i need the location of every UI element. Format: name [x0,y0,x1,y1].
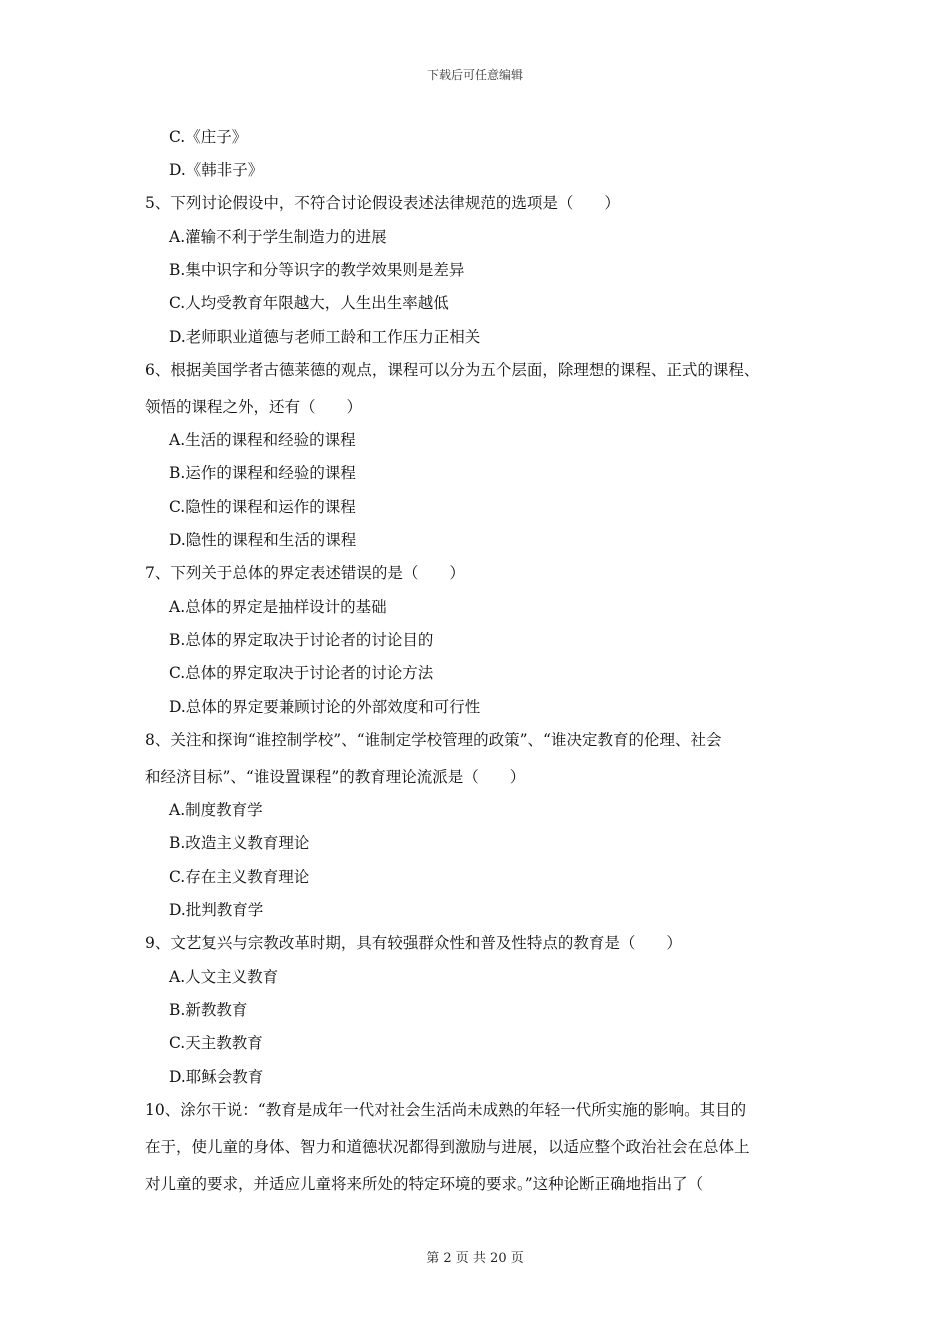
option-line: A.总体的界定是抽样设计的基础 [169,598,387,616]
option-line: D.《韩非子》 [169,161,264,179]
page-header: 下载后可任意编辑 [426,68,523,82]
option-line: C.隐性的课程和运作的课程 [169,498,356,516]
question-line: 5、下列讨论假设中，不符合讨论假设表述法律规范的选项是（ ） [145,194,620,212]
option-line: D.批判教育学 [169,901,264,919]
option-line: A.人文主义教育 [169,968,279,986]
option-line: B.运作的课程和经验的课程 [169,464,356,482]
option-line: C.《庄子》 [169,128,248,146]
question-line: 6、根据美国学者古德莱德的观点，课程可以分为五个层面，除理想的课程、正式的课程、 [145,361,760,379]
option-line: D.隐性的课程和生活的课程 [169,531,357,549]
page-footer: 第 2 页 共 20 页 [426,1251,524,1266]
question-continuation: 领悟的课程之外，还有（ ） [145,398,363,416]
question-line: 9、文艺复兴与宗教改革时期，具有较强群众性和普及性特点的教育是（ ） [145,934,682,952]
question-line: 10、涂尔干说：“教育是成年一代对社会生活尚未成熟的年轻一代所实施的影响。其目的 [145,1101,747,1119]
option-line: C.人均受教育年限越大，人生出生率越低 [169,294,449,312]
option-line: A.灌输不利于学生制造力的进展 [169,228,387,246]
question-continuation: 在于，使儿童的身体、智力和道德状况都得到激励与进展，以适应整个政治社会在总体上 [145,1138,750,1156]
option-line: B.新教教育 [169,1001,248,1019]
option-line: A.制度教育学 [169,801,263,819]
option-line: A.生活的课程和经验的课程 [169,431,356,449]
option-line: C.存在主义教育理论 [169,868,310,886]
option-line: B.集中识字和分等识字的教学效果则是差异 [169,261,465,279]
option-line: C.总体的界定取决于讨论者的讨论方法 [169,664,434,682]
question-line: 7、下列关于总体的界定表述错误的是（ ） [145,564,465,582]
option-line: C.天主教教育 [169,1034,263,1052]
question-line: 8、关注和探询“谁控制学校”、“谁制定学校管理的政策”、“谁决定教育的伦理、社会 [145,731,722,749]
question-continuation: 对儿童的要求，并适应儿童将来所处的特定环境的要求。”这种论断正确地指出了（ [145,1175,704,1193]
option-line: D.耶稣会教育 [169,1068,264,1086]
option-line: B.总体的界定取决于讨论者的讨论目的 [169,631,434,649]
option-line: D.老师职业道德与老师工龄和工作压力正相关 [169,328,481,346]
option-line: D.总体的界定要兼顾讨论的外部效度和可行性 [169,698,481,716]
question-continuation: 和经济目标”、“谁设置课程”的教育理论流派是（ ） [145,768,526,786]
option-line: B.改造主义教育理论 [169,834,310,852]
